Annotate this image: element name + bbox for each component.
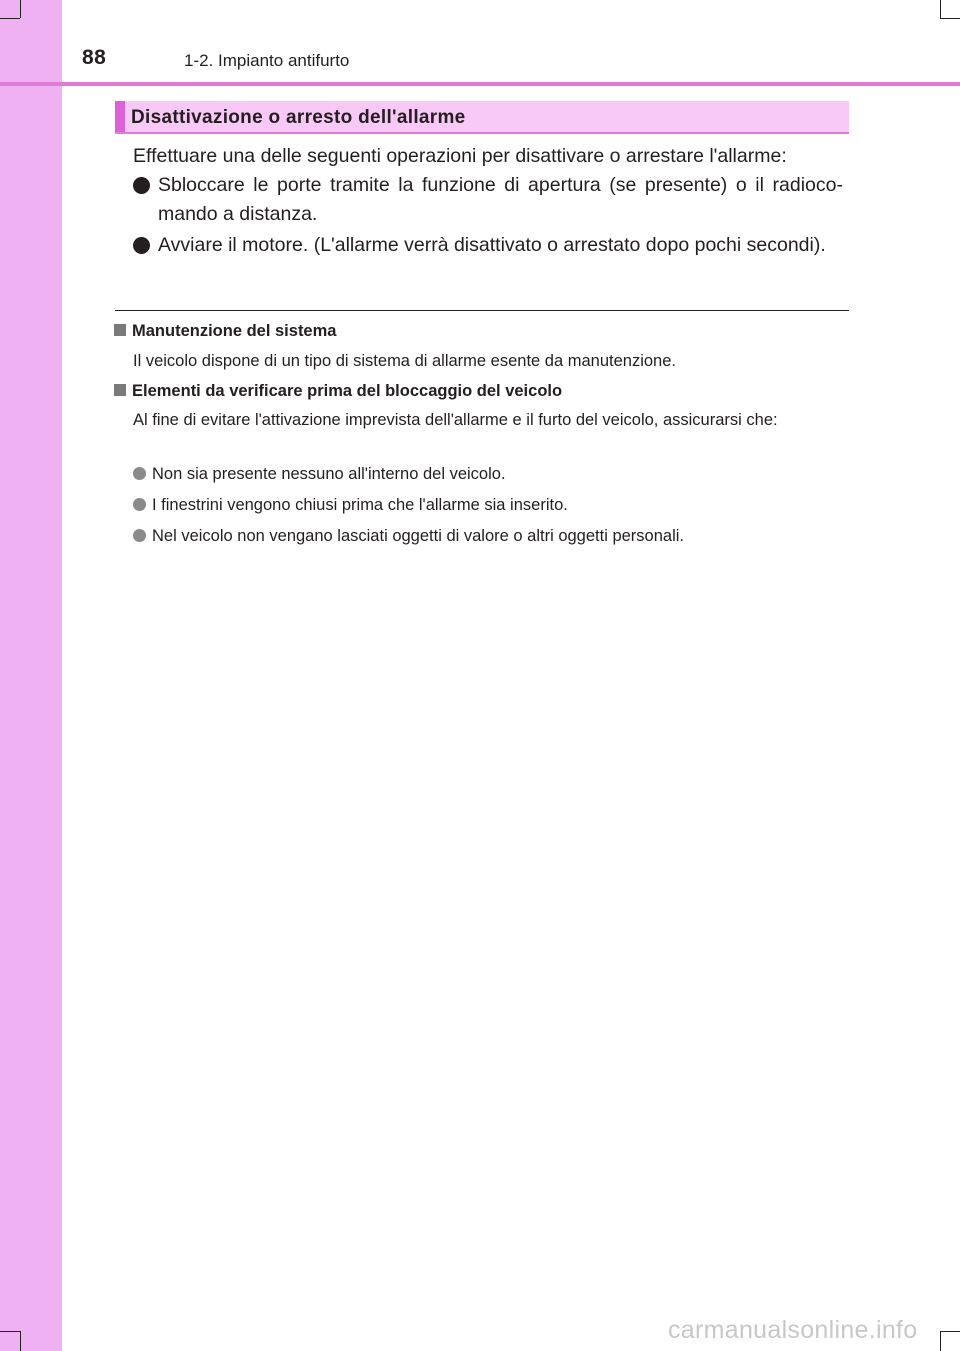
list-item (133, 171, 843, 229)
list-item-text: I finestrini vengono chiusi prima che l'allarme sia inserito. (152, 496, 568, 514)
crop-mark (940, 1331, 941, 1351)
crop-mark (0, 18, 20, 19)
section-heading-text: Disattivazione o arresto dell'allarme (131, 107, 466, 128)
section-title: 1-2. Impianto antifurto (184, 51, 350, 70)
note-heading (114, 322, 336, 341)
heading-accent-bar (115, 101, 125, 132)
list-item-text: Nel veicolo non vengano lasciati oggetti di valore o altri oggetti personali. (152, 527, 684, 545)
crop-mark (20, 0, 21, 18)
bullet-icon (133, 529, 146, 542)
list-item (133, 465, 506, 484)
side-color-strip (0, 0, 62, 1351)
square-bullet-icon (114, 324, 126, 336)
list-item-text: Non sia presente nessuno all'interno del veicolo. (152, 465, 506, 483)
bullet-icon (133, 498, 146, 511)
crop-mark (20, 1331, 21, 1351)
crop-mark (0, 1331, 20, 1332)
header-rule (0, 82, 960, 86)
crop-mark (940, 1331, 960, 1332)
list-item (133, 496, 568, 515)
note-heading (114, 382, 562, 401)
list-item-text: Sbloccare le porte tramite la funzione di apertura (se presente) o il radioco-mando a distanza. (158, 174, 843, 225)
crop-mark (940, 18, 960, 19)
intro-text: Effettuare una delle seguenti operazioni per disattivare o arrestare l'allarme: (133, 145, 787, 167)
page-number: 88 (82, 46, 107, 69)
list-item (133, 527, 684, 546)
bullet-icon (133, 467, 146, 480)
watermark-text: carmanualsonline.info (668, 1316, 918, 1344)
note-text: Al fine di evitare l'attivazione imprevista dell'allarme e il furto del veicolo, assicurarsi che: (133, 411, 778, 429)
note-heading-text: Manutenzione del sistema (132, 322, 337, 340)
crop-mark (940, 0, 941, 18)
section-divider (115, 310, 849, 311)
section-heading (115, 101, 849, 134)
list-item (133, 231, 843, 260)
list-item-text: Avviare il motore. (L'allarme verrà disattivato o arrestato dopo pochi secondi). (158, 234, 826, 256)
bullet-icon (133, 177, 150, 194)
bullet-icon (133, 237, 150, 254)
square-bullet-icon (114, 384, 126, 396)
note-text: Il veicolo dispone di un tipo di sistema di allarme esente da manutenzione. (133, 352, 676, 370)
note-heading-text: Elementi da verificare prima del bloccaggio del veicolo (132, 382, 563, 400)
